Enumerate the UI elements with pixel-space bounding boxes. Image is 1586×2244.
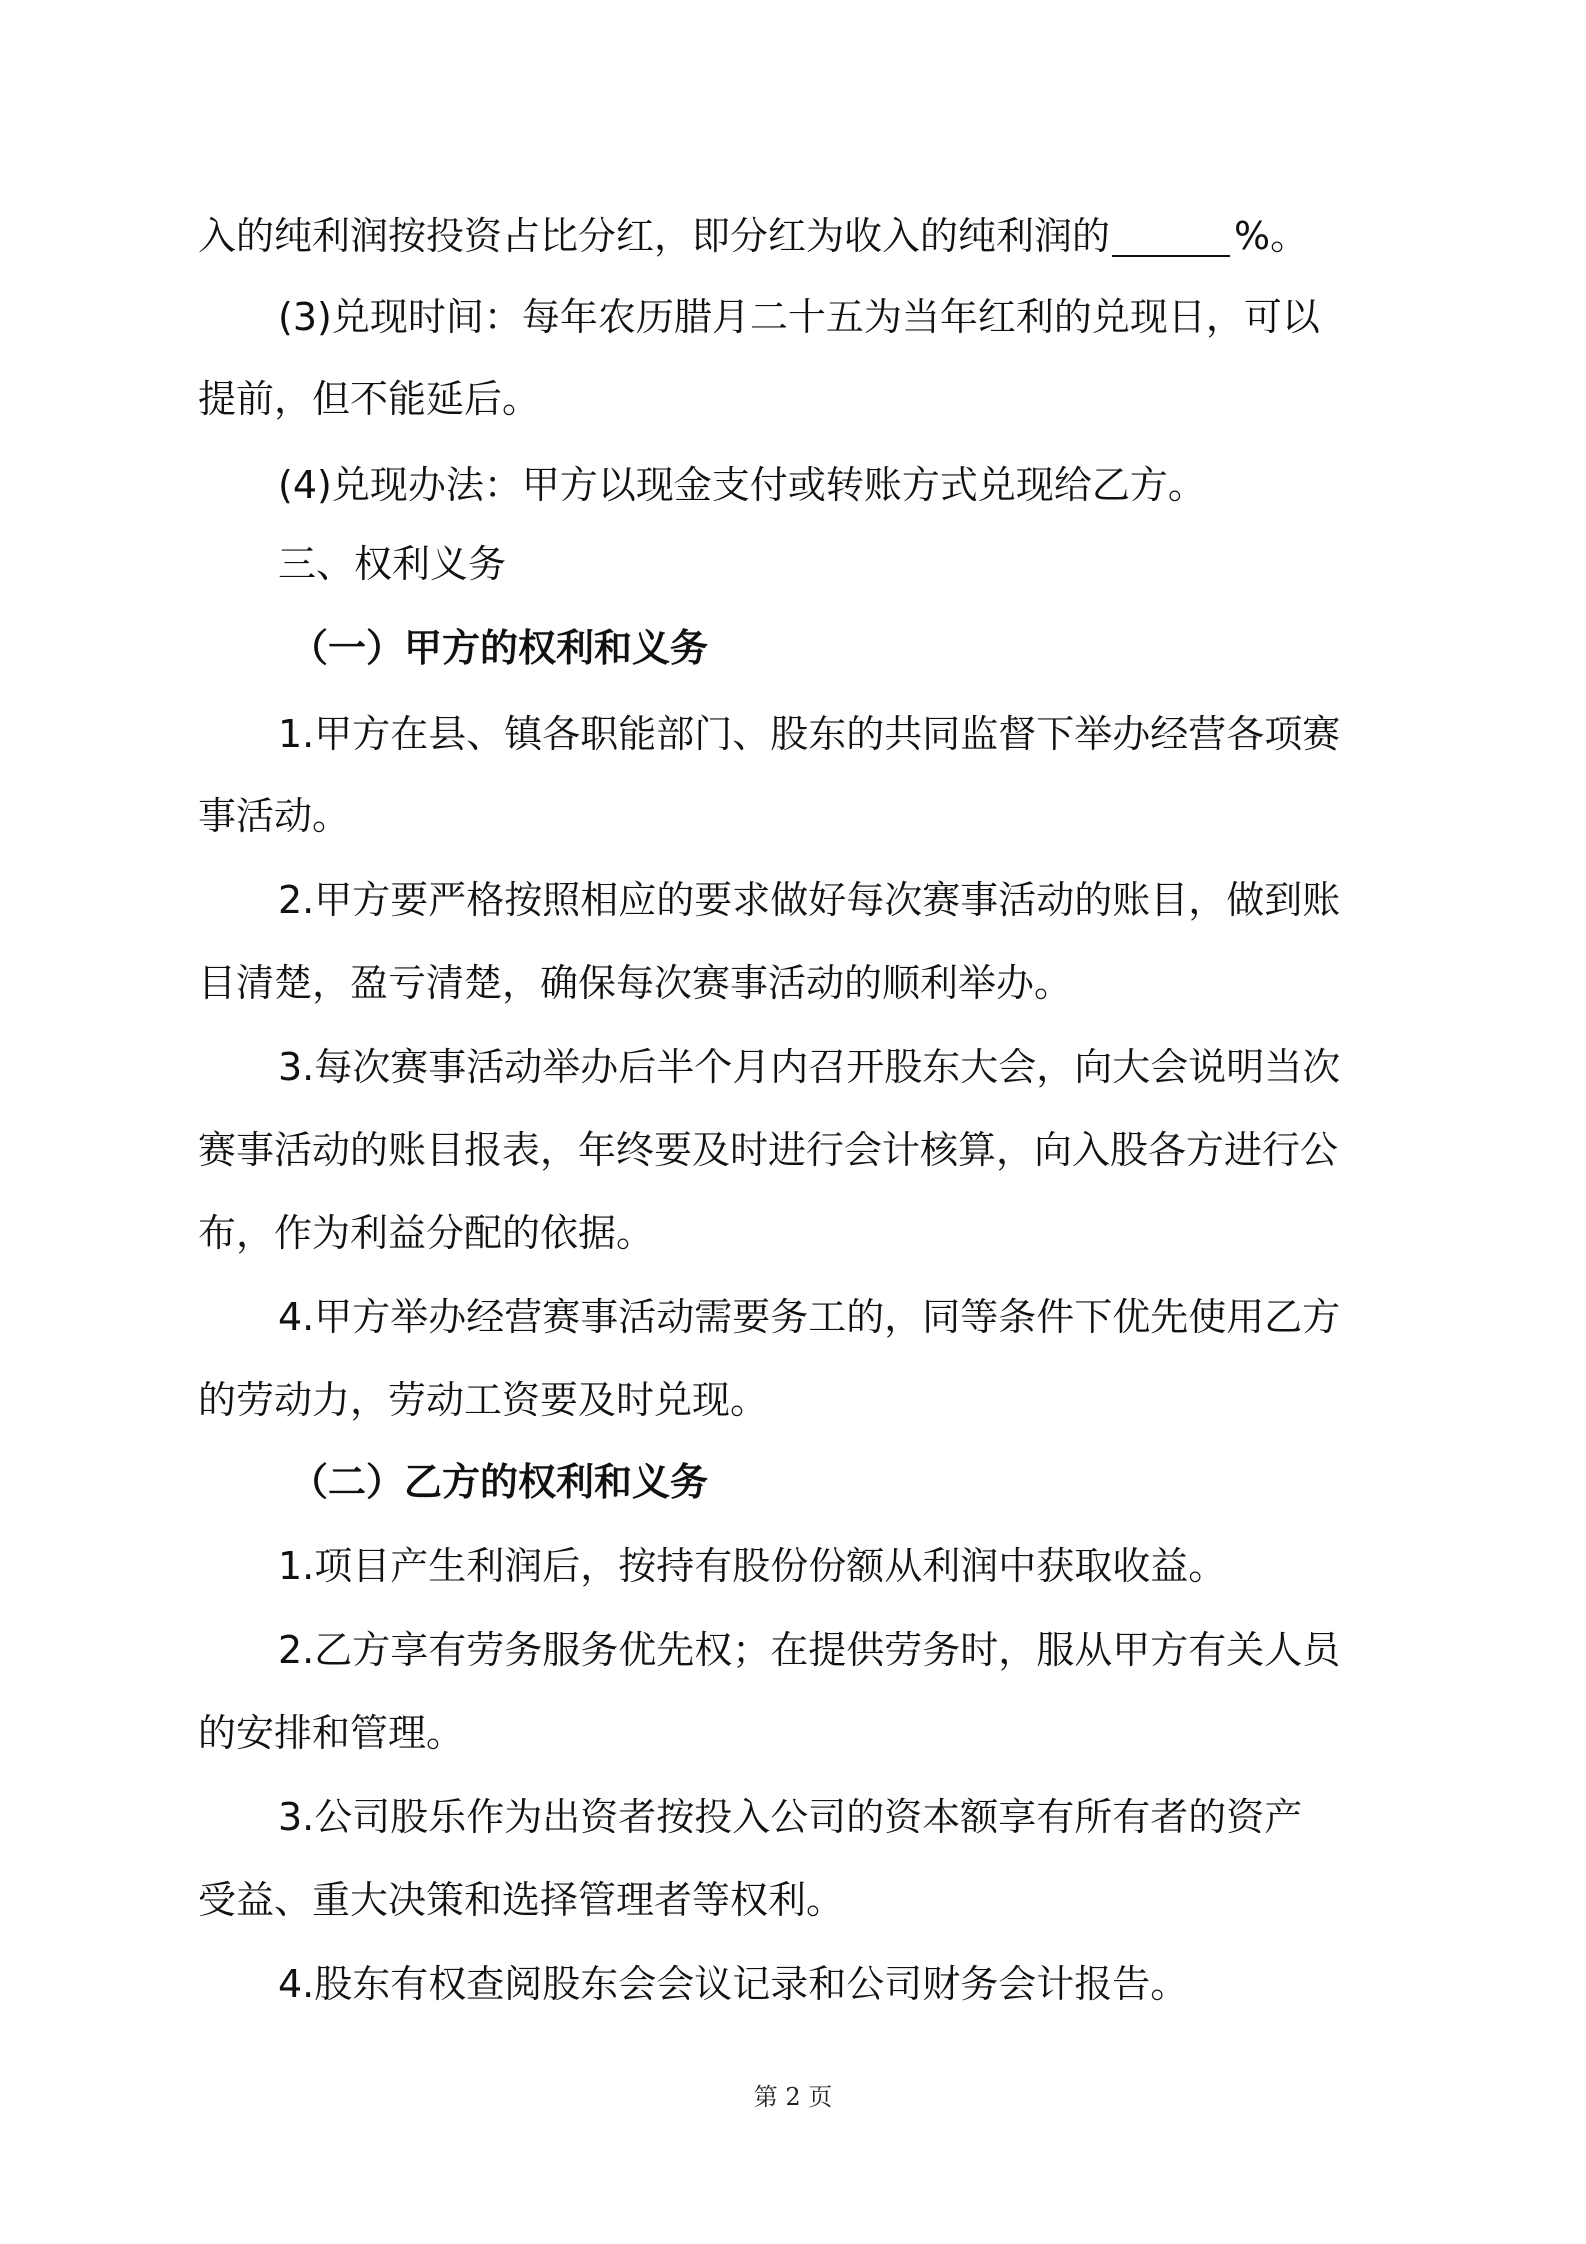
paragraph-line: (3)兑现时间：每年农历腊月二十五为当年红利的兑现日，可以	[278, 295, 1320, 339]
paragraph-line: (4)兑现办法：甲方以现金支付或转账方式兑现给乙方。	[278, 463, 1206, 507]
paragraph-line: 的安排和管理。	[198, 1711, 465, 1755]
paragraph-line: 提前，但不能延后。	[198, 377, 541, 421]
paragraph-line: 事活动。	[198, 794, 351, 838]
subsection-heading: （二）乙方的权利和义务	[290, 1460, 709, 1504]
paragraph-line	[198, 212, 1308, 260]
paragraph-line: 2.甲方要严格按照相应的要求做好每次赛事活动的账目，做到账	[278, 878, 1341, 922]
paragraph-line: 1.甲方在县、镇各职能部门、股东的共同监督下举办经营各项赛	[278, 712, 1341, 756]
page-number: 第 2 页	[753, 2083, 833, 2111]
paragraph-line: 4.股东有权查阅股东会会议记录和公司财务会计报告。	[278, 1962, 1189, 2006]
paragraph-line: 4.甲方举办经营赛事活动需要务工的，同等条件下优先使用乙方	[278, 1295, 1341, 1339]
paragraph-line: 的劳动力，劳动工资要及时兑现。	[198, 1378, 769, 1422]
subsection-heading: （一）甲方的权利和义务	[290, 626, 709, 670]
percentage-blank	[1112, 217, 1230, 257]
paragraph-line: 3.公司股乐作为出资者按投入公司的资本额享有所有者的资产	[278, 1795, 1303, 1839]
paragraph-line: 布，作为利益分配的依据。	[198, 1211, 655, 1255]
paragraph-line: 赛事活动的账目报表，年终要及时进行会计核算，向入股各方进行公	[198, 1128, 1339, 1172]
section-heading: 三、权利义务	[278, 542, 507, 586]
paragraph-line: 1.项目产生利润后，按持有股份份额从利润中获取收益。	[278, 1544, 1227, 1588]
paragraph-text: 入的纯利润按投资占比分红，即分红为收入的纯利润的	[198, 214, 1111, 258]
paragraph-line: 3.每次赛事活动举办后半个月内召开股东大会，向大会说明当次	[278, 1045, 1341, 1089]
paragraph-line: 受益、重大决策和选择管理者等权利。	[198, 1878, 845, 1922]
paragraph-line: 2.乙方享有劳务服务优先权；在提供劳务时，服从甲方有关人员	[278, 1628, 1341, 1672]
paragraph-line: 目清楚，盈亏清楚，确保每次赛事活动的顺利举办。	[198, 961, 1073, 1005]
paragraph-text: %。	[1234, 214, 1309, 258]
